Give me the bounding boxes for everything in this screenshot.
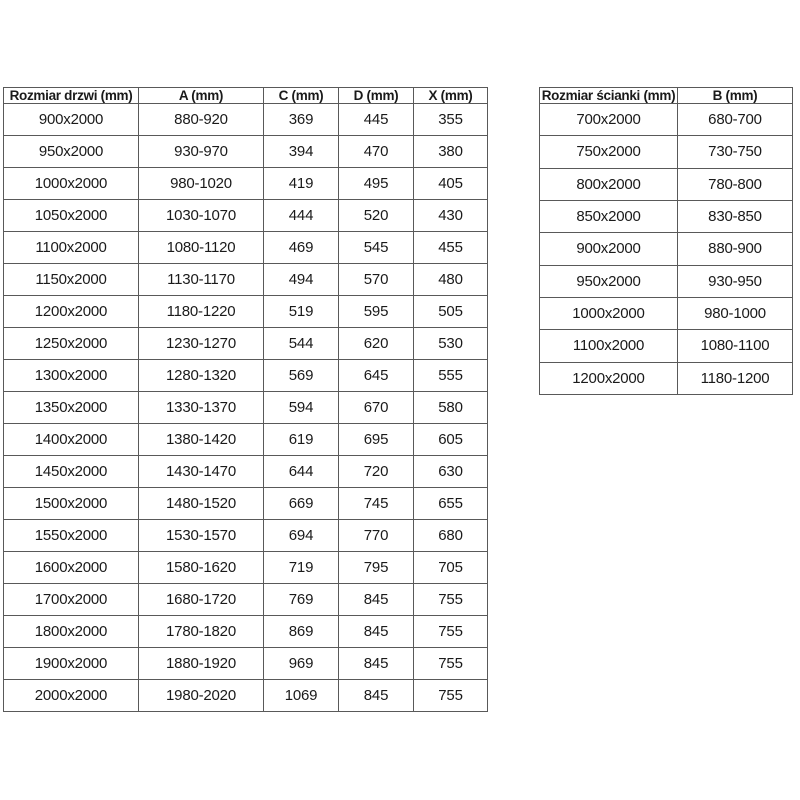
table-cell: 1450x2000: [4, 456, 139, 488]
table-cell: 1700x2000: [4, 584, 139, 616]
table-cell: 519: [264, 296, 339, 328]
table-cell: 1500x2000: [4, 488, 139, 520]
table-cell: 544: [264, 328, 339, 360]
table-cell: 580: [414, 392, 488, 424]
door-size-table: [3, 87, 488, 712]
table-cell: 1100x2000: [540, 330, 678, 362]
table-cell: 869: [264, 616, 339, 648]
table-cell: 950x2000: [540, 265, 678, 297]
table-cell: 1480-1520: [139, 488, 264, 520]
table-row: [540, 330, 793, 362]
table-cell: 405: [414, 168, 488, 200]
table-cell: 1680-1720: [139, 584, 264, 616]
table-cell: 705: [414, 552, 488, 584]
table-cell: 1330-1370: [139, 392, 264, 424]
table-cell: 1200x2000: [540, 362, 678, 394]
table-cell: 930-950: [678, 265, 793, 297]
table-row: [4, 680, 488, 712]
table-cell: 830-850: [678, 200, 793, 232]
table-cell: 620: [339, 328, 414, 360]
table-cell: 680-700: [678, 104, 793, 136]
table-cell: 520: [339, 200, 414, 232]
table-cell: 1000x2000: [540, 297, 678, 329]
table-cell: 1069: [264, 680, 339, 712]
table-cell: 570: [339, 264, 414, 296]
table-cell: 880-900: [678, 233, 793, 265]
table-cell: 755: [414, 584, 488, 616]
table-cell: 900x2000: [4, 104, 139, 136]
header-row: [540, 88, 793, 104]
table-row: [4, 392, 488, 424]
table-row: [4, 648, 488, 680]
table-cell: 1000x2000: [4, 168, 139, 200]
table-cell: 845: [339, 616, 414, 648]
table-cell: 1900x2000: [4, 648, 139, 680]
table-cell: 750x2000: [540, 136, 678, 168]
table-cell: 800x2000: [540, 168, 678, 200]
table-cell: 355: [414, 104, 488, 136]
table-cell: 1600x2000: [4, 552, 139, 584]
table-cell: 1380-1420: [139, 424, 264, 456]
table-cell: 394: [264, 136, 339, 168]
table-row: [4, 264, 488, 296]
table-cell: 595: [339, 296, 414, 328]
table-cell: 950x2000: [4, 136, 139, 168]
table-cell: 930-970: [139, 136, 264, 168]
column-header: Rozmiar drzwi (mm): [4, 88, 139, 104]
table-cell: 769: [264, 584, 339, 616]
table-cell: 1150x2000: [4, 264, 139, 296]
table-cell: 695: [339, 424, 414, 456]
table-cell: 469: [264, 232, 339, 264]
table-cell: 494: [264, 264, 339, 296]
table-cell: 605: [414, 424, 488, 456]
table-cell: 1080-1100: [678, 330, 793, 362]
table-row: [4, 424, 488, 456]
table-cell: 545: [339, 232, 414, 264]
table-cell: 480: [414, 264, 488, 296]
table-row: [4, 584, 488, 616]
table-cell: 1130-1170: [139, 264, 264, 296]
table-cell: 455: [414, 232, 488, 264]
table-cell: 700x2000: [540, 104, 678, 136]
table-row: [540, 168, 793, 200]
table-cell: 419: [264, 168, 339, 200]
table-cell: 594: [264, 392, 339, 424]
table-cell: 445: [339, 104, 414, 136]
column-header: C (mm): [264, 88, 339, 104]
table-row: [4, 616, 488, 648]
table-cell: 980-1020: [139, 168, 264, 200]
table-cell: 795: [339, 552, 414, 584]
table-cell: 1530-1570: [139, 520, 264, 552]
table-cell: 1300x2000: [4, 360, 139, 392]
table-cell: 530: [414, 328, 488, 360]
table-cell: 655: [414, 488, 488, 520]
table-row: [540, 200, 793, 232]
table-cell: 845: [339, 648, 414, 680]
table-row: [4, 104, 488, 136]
table-cell: 1980-2020: [139, 680, 264, 712]
table-cell: 495: [339, 168, 414, 200]
table-cell: 720: [339, 456, 414, 488]
table-cell: 1430-1470: [139, 456, 264, 488]
table-row: [4, 360, 488, 392]
table-cell: 980-1000: [678, 297, 793, 329]
table-cell: 1580-1620: [139, 552, 264, 584]
table-cell: 670: [339, 392, 414, 424]
column-header: X (mm): [414, 88, 488, 104]
table-cell: 380: [414, 136, 488, 168]
table-cell: 1100x2000: [4, 232, 139, 264]
table-cell: 755: [414, 648, 488, 680]
table-cell: 1180-1220: [139, 296, 264, 328]
table-cell: 505: [414, 296, 488, 328]
table-cell: 900x2000: [540, 233, 678, 265]
table-cell: 730-750: [678, 136, 793, 168]
table-cell: 1780-1820: [139, 616, 264, 648]
table-row: [4, 296, 488, 328]
table-row: [540, 104, 793, 136]
table-row: [540, 362, 793, 394]
table-cell: 1030-1070: [139, 200, 264, 232]
table-row: [540, 233, 793, 265]
column-header: B (mm): [678, 88, 793, 104]
column-header: A (mm): [139, 88, 264, 104]
table-cell: 780-800: [678, 168, 793, 200]
table-row: [4, 136, 488, 168]
column-header: Rozmiar ścianki (mm): [540, 88, 678, 104]
table-row: [4, 552, 488, 584]
table-cell: 645: [339, 360, 414, 392]
table-cell: 630: [414, 456, 488, 488]
table-cell: 430: [414, 200, 488, 232]
table-cell: 1250x2000: [4, 328, 139, 360]
column-header: D (mm): [339, 88, 414, 104]
table-cell: 1880-1920: [139, 648, 264, 680]
table-cell: 2000x2000: [4, 680, 139, 712]
table-cell: 1080-1120: [139, 232, 264, 264]
table-row: [4, 200, 488, 232]
table-cell: 880-920: [139, 104, 264, 136]
table-cell: 745: [339, 488, 414, 520]
table-cell: 619: [264, 424, 339, 456]
table-cell: 755: [414, 616, 488, 648]
table-cell: 850x2000: [540, 200, 678, 232]
table-cell: 1350x2000: [4, 392, 139, 424]
table-row: [4, 488, 488, 520]
table-cell: 694: [264, 520, 339, 552]
wall-size-table: [539, 87, 793, 395]
table-cell: 845: [339, 584, 414, 616]
table-cell: 669: [264, 488, 339, 520]
table-cell: 1280-1320: [139, 360, 264, 392]
table-row: [540, 297, 793, 329]
table-row: [4, 456, 488, 488]
table-cell: 1550x2000: [4, 520, 139, 552]
table-cell: 845: [339, 680, 414, 712]
table-cell: 369: [264, 104, 339, 136]
table-cell: 969: [264, 648, 339, 680]
table-cell: 644: [264, 456, 339, 488]
table-row: [540, 265, 793, 297]
table-cell: 1200x2000: [4, 296, 139, 328]
table-cell: 470: [339, 136, 414, 168]
table-cell: 444: [264, 200, 339, 232]
table-cell: 680: [414, 520, 488, 552]
table-cell: 770: [339, 520, 414, 552]
table-row: [4, 328, 488, 360]
table-row: [4, 520, 488, 552]
table-cell: 755: [414, 680, 488, 712]
table-cell: 1800x2000: [4, 616, 139, 648]
table-row: [540, 136, 793, 168]
table-row: [4, 232, 488, 264]
table-cell: 555: [414, 360, 488, 392]
table-row: [4, 168, 488, 200]
table-cell: 1180-1200: [678, 362, 793, 394]
table-cell: 1050x2000: [4, 200, 139, 232]
table-cell: 1400x2000: [4, 424, 139, 456]
table-cell: 719: [264, 552, 339, 584]
header-row: [4, 88, 488, 104]
table-cell: 569: [264, 360, 339, 392]
table-cell: 1230-1270: [139, 328, 264, 360]
